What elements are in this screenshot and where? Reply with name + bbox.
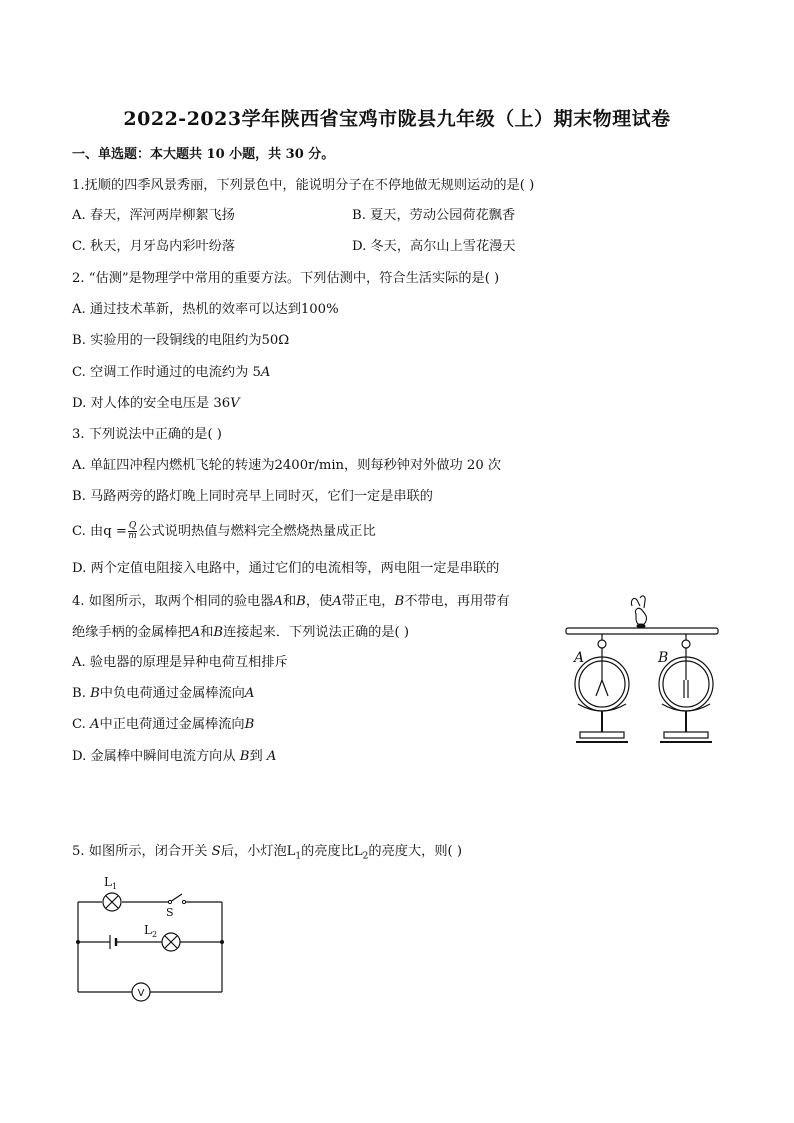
switch-contact bbox=[182, 900, 185, 903]
q4-text: 绝缘手柄的金属棒把 bbox=[72, 625, 191, 640]
var-b: B bbox=[213, 625, 224, 640]
metal-rod bbox=[566, 628, 718, 634]
q-over-m-fraction bbox=[128, 522, 137, 541]
q2-option-c-unit: A bbox=[260, 365, 271, 380]
subscript-1: 1 bbox=[295, 851, 302, 862]
var-b: B bbox=[394, 594, 405, 609]
bulb-l1-icon bbox=[103, 893, 121, 911]
q4-text: C. bbox=[72, 717, 91, 732]
q2-option-a: A. 通过技术革新，热机的效率可以达到100% bbox=[72, 302, 339, 317]
q4-text: 和 bbox=[200, 625, 214, 640]
junction-dot bbox=[76, 940, 80, 944]
q3-option-c bbox=[72, 522, 376, 541]
q4-text: B. bbox=[72, 686, 91, 701]
q4-option-d bbox=[72, 748, 276, 766]
var-b: B bbox=[296, 594, 306, 609]
q2-option-d bbox=[72, 395, 240, 413]
voltmeter-label: V bbox=[137, 988, 145, 999]
var-a: A bbox=[266, 749, 277, 764]
q3-option-b: B. 马路两旁的路灯晚上同时亮早上同时灭，它们一定是串联的 bbox=[72, 489, 433, 504]
q4-option-b bbox=[72, 685, 254, 703]
q5-text: 的亮度比L bbox=[301, 844, 363, 859]
junction-dot bbox=[220, 940, 224, 944]
label-b: B bbox=[658, 650, 669, 666]
subscript-2: 2 bbox=[362, 851, 369, 862]
q3-option-d: D. 两个定值电阻接入电路中，通过它们的电流相等，两电阻一定是串联的 bbox=[72, 561, 500, 576]
var-b: B bbox=[90, 686, 100, 701]
q3-stem: 3. 下列说法中正确的是( ) bbox=[72, 427, 222, 442]
q4-text: 中正电荷通过金属棒流向 bbox=[99, 717, 245, 732]
var-b: B bbox=[244, 717, 255, 732]
q5-text: 后，小灯泡L bbox=[220, 844, 296, 859]
q2-option-d-unit: V bbox=[230, 396, 240, 411]
q4-text: D. 金属棒中瞬间电流方向从 bbox=[72, 749, 240, 764]
electroscope-figure bbox=[560, 592, 730, 754]
q1-option-b: B. 夏天，劳动公园荷花飘香 bbox=[352, 208, 516, 223]
var-a: A bbox=[244, 686, 255, 701]
q1-option-a: A. 春天，浑河两岸柳絮飞扬 bbox=[72, 208, 235, 223]
q5-text: 的亮度大，则( ) bbox=[368, 844, 462, 859]
section-heading: 一、单选题：本大题共 10 小题，共 30 分。 bbox=[72, 147, 335, 162]
label-l1: $L_1$ bbox=[104, 875, 118, 891]
q4-stem-line1 bbox=[72, 593, 510, 611]
q4-text: ，使 bbox=[305, 594, 333, 609]
q2-option-c bbox=[72, 364, 270, 382]
var-a: A bbox=[332, 594, 342, 609]
var-s: S bbox=[211, 844, 221, 859]
fraction-denominator: m bbox=[128, 531, 137, 541]
q2-option-d-text: D. 对人体的安全电压是 36 bbox=[72, 396, 231, 411]
q4-text: 带正电， bbox=[341, 594, 395, 609]
bulb-l2-icon bbox=[162, 933, 180, 951]
q2-option-c-text: C. 空调工作时通过的电流约为 5 bbox=[72, 365, 261, 380]
q4-text: 和 bbox=[282, 594, 297, 609]
q4-option-c bbox=[72, 716, 254, 734]
q4-text: 4. 如图所示，取两个相同的验电器 bbox=[72, 594, 274, 609]
q4-text: 连接起来．下列说法正确的是( ) bbox=[223, 625, 410, 640]
label-l2: $L_2$ bbox=[144, 923, 158, 939]
label-s: S bbox=[166, 906, 174, 919]
page-title: 2022-2023学年陕西省宝鸡市陇县九年级（上）期末物理试卷 bbox=[123, 108, 671, 130]
circuit-diagram bbox=[70, 872, 230, 1004]
q5-stem bbox=[72, 843, 462, 866]
q1-stem: 1.抚顺的四季风景秀丽，下列景色中，能说明分子在不停地做无规则运动的是( ) bbox=[72, 178, 535, 193]
var-b: B bbox=[239, 749, 250, 764]
fraction-numerator: Q bbox=[128, 521, 137, 531]
var-a: A bbox=[190, 625, 201, 640]
q1-option-c: C. 秋天，月牙岛内彩叶纷落 bbox=[72, 239, 236, 254]
q2-option-b: B. 实验用的一段铜线的电阻约为50Ω bbox=[72, 333, 290, 348]
q3-option-c-prefix: C. 由q = bbox=[72, 524, 127, 539]
q4-text: 到 bbox=[249, 749, 267, 764]
q5-text: 5. 如图所示，闭合开关 bbox=[72, 844, 212, 859]
var-a: A bbox=[90, 717, 100, 732]
q1-option-d: D. 冬天，高尔山上雪花漫天 bbox=[352, 239, 516, 254]
q4-text: 不带电，再用带有 bbox=[404, 594, 510, 609]
var-a: A bbox=[273, 594, 283, 609]
q3-option-c-suffix: 公式说明热值与燃料完全燃烧热量成正比 bbox=[138, 524, 376, 539]
q3-option-a: A. 单缸四冲程内燃机飞轮的转速为2400r/min，则每秒钟对外做功 20 次 bbox=[72, 458, 502, 473]
q2-stem: 2. “估测”是物理学中常用的重要方法。下列估测中，符合生活实际的是( ) bbox=[72, 271, 500, 286]
label-a: A bbox=[574, 650, 585, 666]
switch-pivot bbox=[168, 900, 171, 903]
hand-icon bbox=[631, 596, 646, 628]
q4-stem-line2 bbox=[72, 624, 409, 642]
q4-option-a: A. 验电器的原理是异种电荷互相排斥 bbox=[72, 655, 288, 670]
q4-text: 中负电荷通过金属棒流向 bbox=[99, 686, 245, 701]
